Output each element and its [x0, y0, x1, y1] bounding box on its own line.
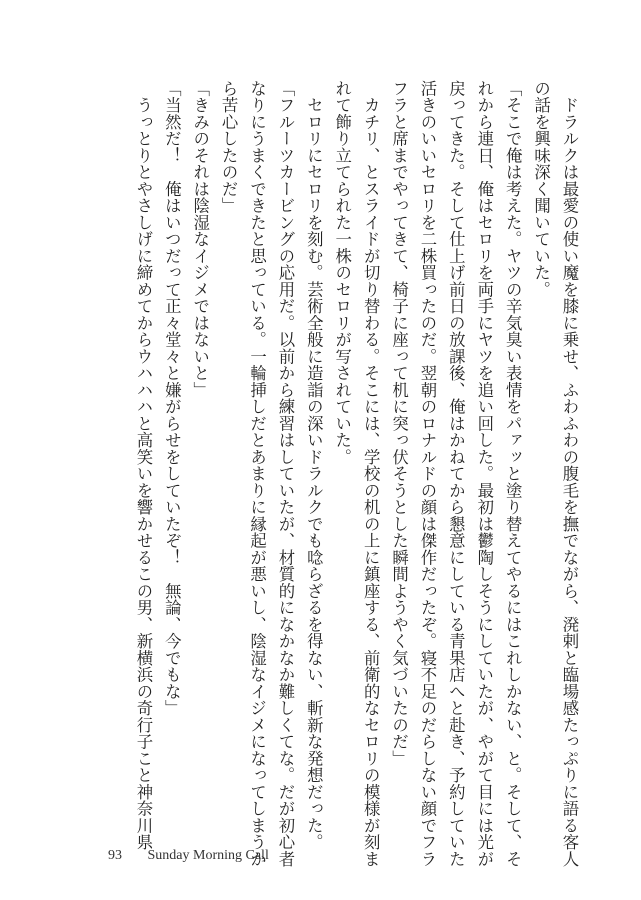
text-line: 「当然だ！ 俺はいつだって正々堂々と嫌がらせをしていたぞ！ 無論、今でもな」: [162, 80, 182, 717]
text-line: カチリ、とスライドが切り替わる。そこには、学校の机の上に鎮座する、前衛的なセロリの模様が刻ま: [361, 80, 381, 868]
text-line: 活きのいいセロリを二株買ったのだ。翌朝のロナルドの顔は傑作だったぞ。寝不足のだらしない顔でフラ: [417, 80, 437, 868]
text-line: ら苦心したのだ」: [219, 80, 239, 214]
text-line: 「きみのそれは陰湿なイジメではないと」: [190, 80, 210, 399]
running-title: Sunday Morning Call: [147, 848, 269, 863]
text-line: れから連日、俺はセロリを両手にヤツを追い回した。最初は鬱陶しそうにしていたが、やがて目には光が: [474, 80, 494, 868]
text-line: なりにうまくできたと思っている。一輪挿しだとあまりに縁起が悪いし、陰湿なイジメになってしまうか: [247, 80, 267, 868]
page-footer: [108, 848, 269, 864]
text-line: 「フルーツカービングの応用だ。以前から練習はしていたが、材質的になかなか難しくてな。だが初心者: [275, 80, 295, 868]
text-line: の話を興味深く聞いていた。: [531, 80, 551, 298]
text-line: セロリにセロリを刻む。芸術全般に造詣の深いドラルクでも唸らざるを得ない、斬新な発想だった。: [304, 80, 324, 851]
text-line: 「そこで俺は考えた。ヤツの辛気臭い表情をパァッと塗り替えてやるにはこれしかない、と。そして、そ: [503, 80, 523, 868]
text-line: 戻ってきた。そして仕上げ前日の放課後、俺はかねてから懇意にしている青果店へと赴き、予約していた: [446, 80, 466, 868]
text-line: ドラルクは最愛の使い魔を膝に乗せ、ふわふわの腹毛を撫でながら、溌剌と臨場感たっぷりに語る客人: [560, 80, 579, 868]
text-line: フラと席までやってきて、椅子に座って机に突っ伏そうとした瞬間ようやく気づいたのだ」: [389, 80, 409, 767]
page-number: 93: [108, 848, 122, 863]
text-line: うっとりとやさしげに締めてからウハハハと高笑いを響かせるこの男、新横浜の奇行子こと神奈川県: [133, 80, 153, 851]
text-line: れて飾り立てられた一株のセロリが写されていた。: [332, 80, 352, 466]
